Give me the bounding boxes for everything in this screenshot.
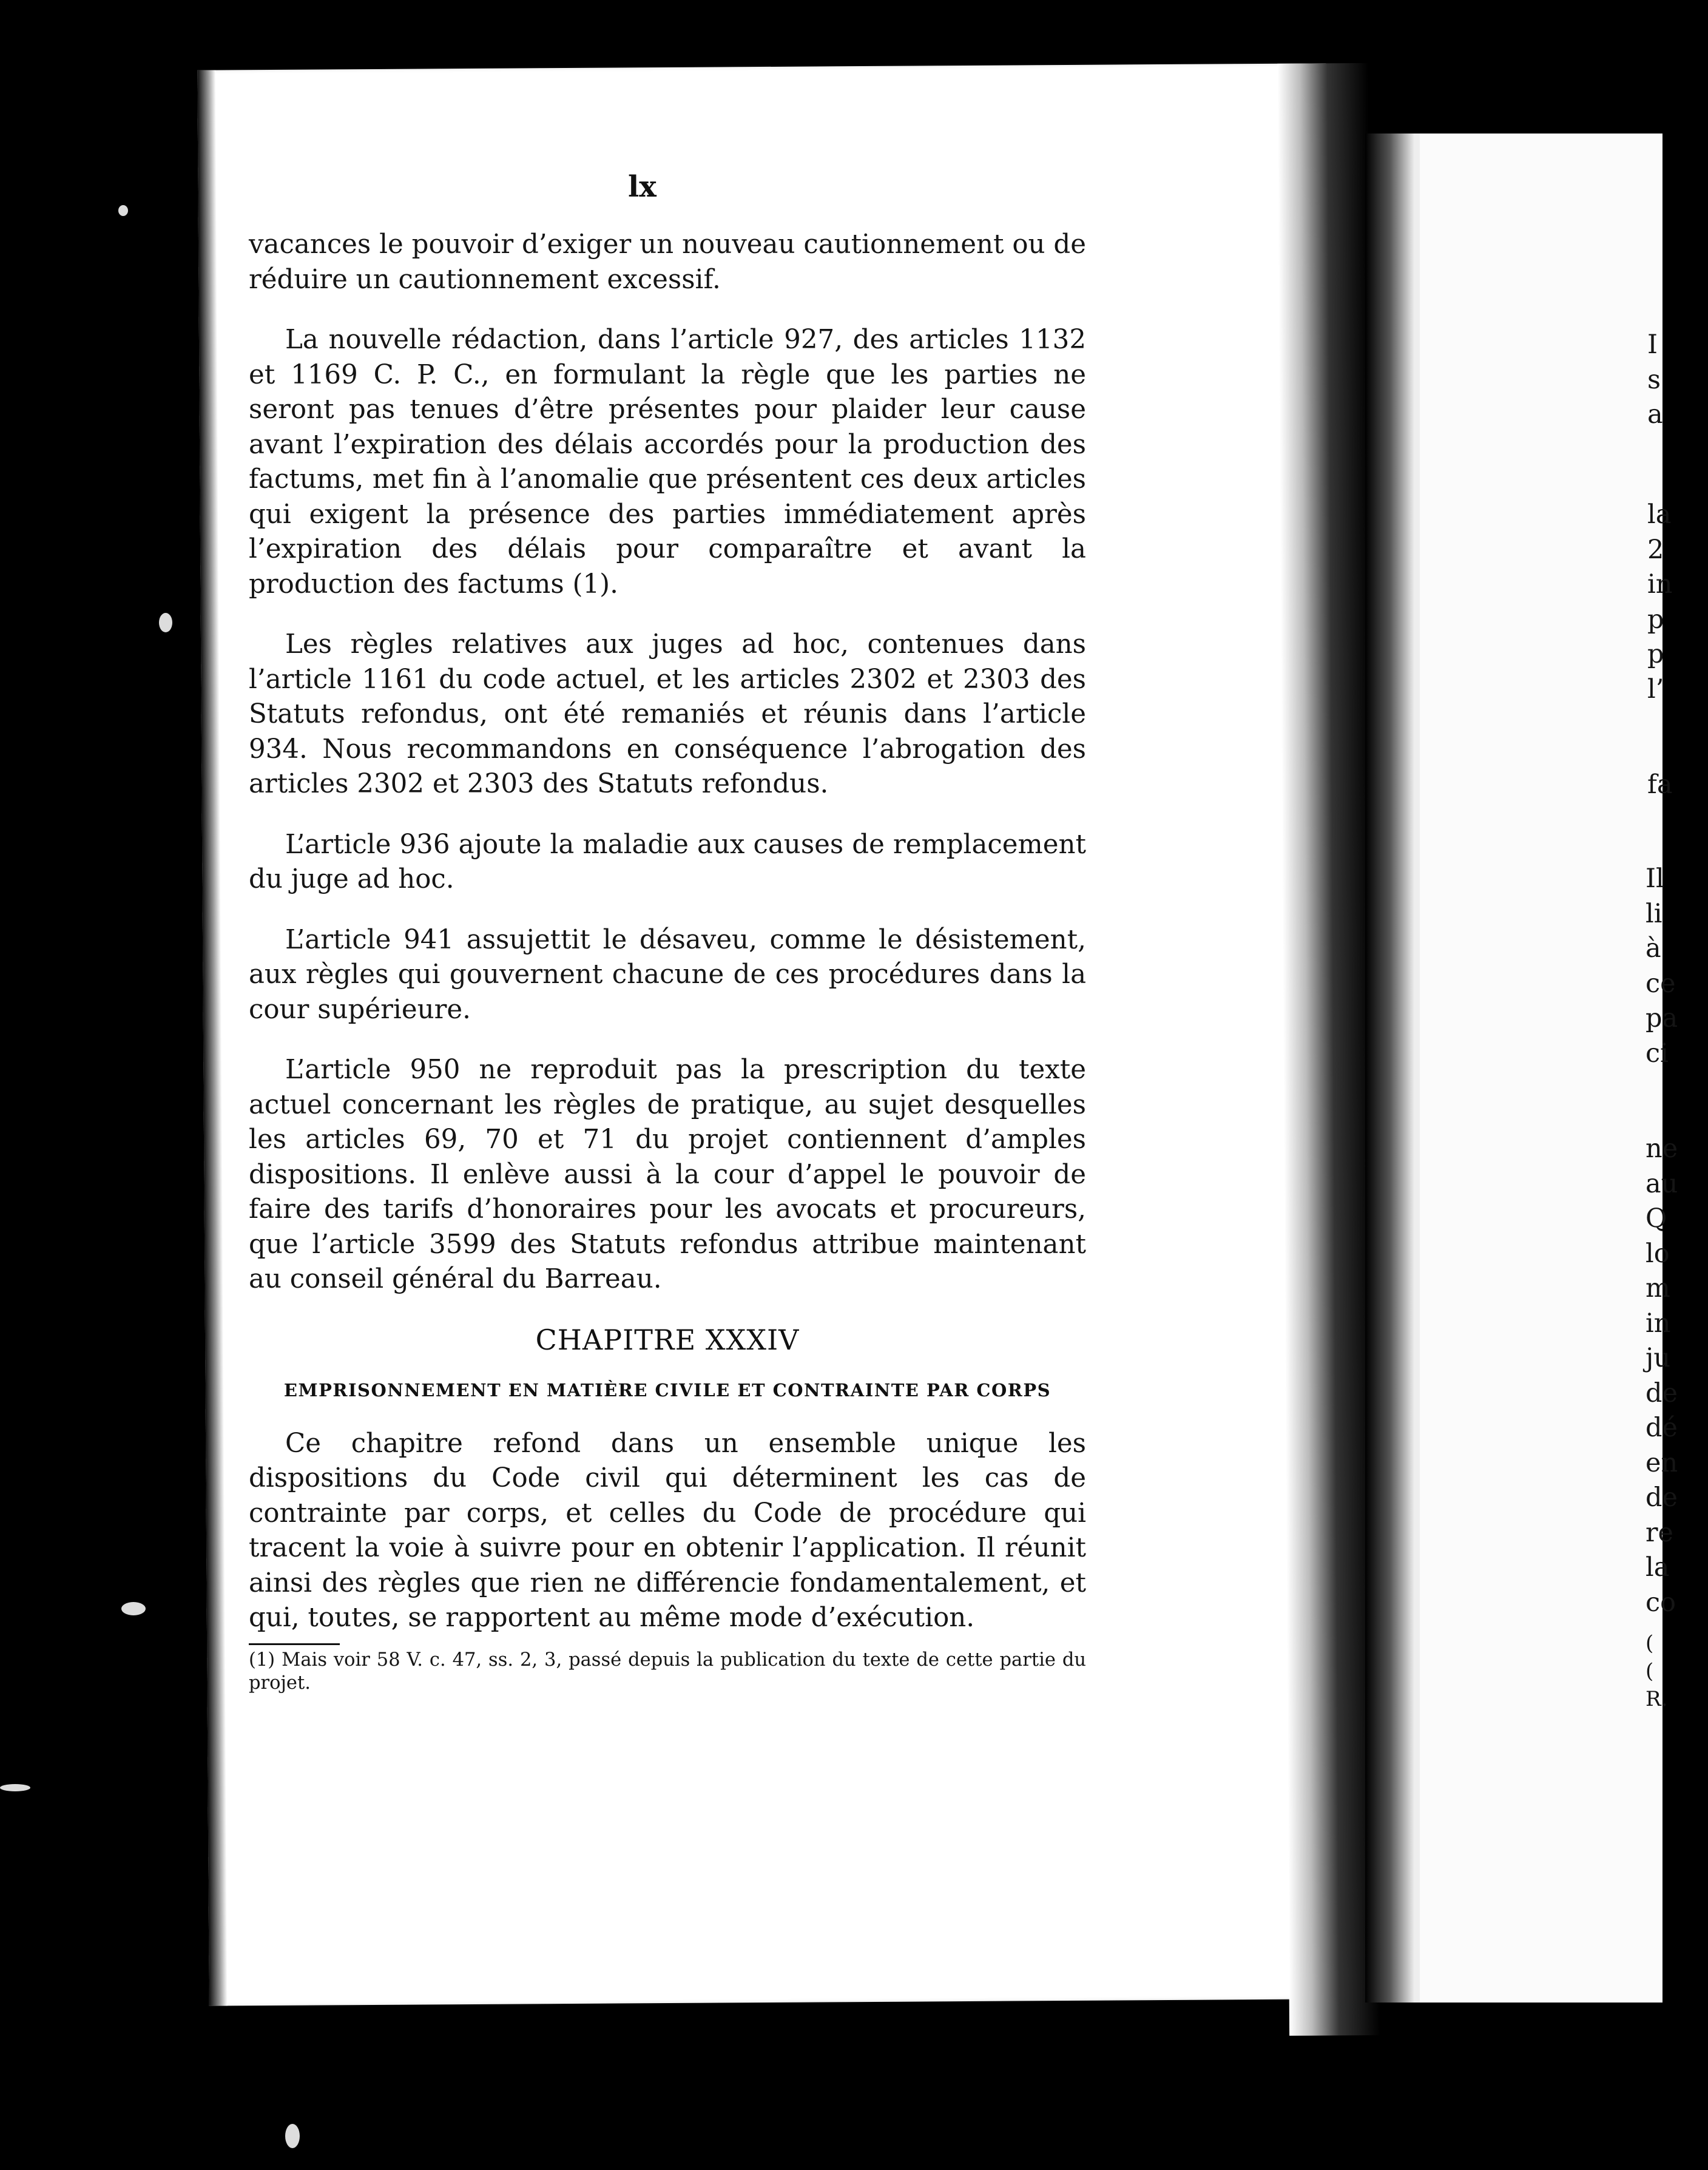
page-number: lx	[628, 170, 657, 204]
paragraph-continuation: vacances le pouvoir d’exiger un nouveau cautionnement ou de réduire un cautionnement excessif.	[249, 229, 1086, 295]
paragraph: L’article 941 assujettit le désaveu, comme le désistement, aux règles qui gouvernent chacune de ces procédures dans la cour supérieure.	[249, 924, 1086, 1025]
fragment-text: ce	[1646, 968, 1676, 999]
right-page-fragment-group	[1647, 328, 1708, 433]
fragment-text: ju	[1646, 1343, 1671, 1373]
fragment-text: a	[1647, 399, 1663, 430]
fragment-text: à	[1646, 933, 1661, 964]
fragment-text: in	[1647, 569, 1673, 600]
paragraph: L’article 950 ne reproduit pas la prescription du texte actuel concernant les règles de pratique, au sujet desquelles les articles 69, 70 et 71 du projet contiennent d’amples dispositions. Il enlève aussi à la cour d’appel le pouvoir de faire des tarifs d’honoraires pour les avocats et procureurs, que l’article 3599 des Statuts refondus attribue maintenant au conseil général du Barreau.	[249, 1055, 1086, 1294]
fragment-text: I	[1647, 330, 1658, 360]
fragment-text: en	[1646, 1447, 1678, 1478]
fragment-text: de	[1646, 1482, 1678, 1513]
fragment-text: s	[1647, 364, 1661, 395]
chapter-paragraph: Ce chapitre refond dans un ensemble unique les dispositions du Code civil qui déterminent les cas de contrainte par corps, et celles du Code de procédure qui tracent la voie à suivre pour en obtenir l’application. Il réunit ainsi des règles que rien ne différencie fondamentalement, et qui, toutes, se rapportent au même mode d’exécution.	[249, 1428, 1086, 1633]
fragment-text: m	[1646, 1273, 1670, 1303]
page-shadow-left	[197, 70, 227, 2006]
right-page-fragment-group	[1646, 1629, 1706, 1713]
fragment-text: la	[1646, 1552, 1670, 1583]
fragment-text: lo	[1646, 1238, 1670, 1269]
fragment-text: ne	[1646, 1134, 1678, 1164]
right-page-binding-shadow	[1365, 134, 1420, 2003]
paragraph: La nouvelle rédaction, dans l’article 927, des articles 1132 et 1169 C. P. C., en formulant la règle que les parties ne seront pas tenues d’être présentes pour plaider leur cause avant l’expiration des délais accordés pour la production des factums, met fin à l’anomalie que présentent ces deux articles qui exigent la présence des parties immédiatement après l’expiration des délais pour comparaître et avant la production des factums (1).	[249, 325, 1086, 600]
fragment-text: (	[1646, 1659, 1654, 1683]
paragraph: Les règles relatives aux juges ad hoc, contenues dans l’article 1161 du code actuel, et les articles 2302 et 2303 des Statuts refondus, ont été remaniés et réunis dans l’article 934. Nous recommandons en conséquence l’abrogation des articles 2302 et 2303 des Statuts refondus.	[249, 629, 1086, 799]
fragment-text: Il	[1646, 864, 1664, 894]
fragment-text: la	[1647, 499, 1672, 530]
fragment-text: in	[1646, 1308, 1671, 1339]
fragment-text: li	[1646, 898, 1662, 929]
fragment-text: au	[1646, 1168, 1678, 1199]
fragment-text: (	[1646, 1631, 1654, 1655]
fragment-text: fa	[1647, 769, 1673, 800]
fragment-text: de	[1646, 1377, 1678, 1408]
footnote-rule	[249, 1643, 340, 1645]
footnote: (1) Mais voir 58 V. c. 47, ss. 2, 3, passé depuis la publication du texte de cette partie du projet.	[249, 1649, 1086, 1694]
chapter-subtitle: EMPRISONNEMENT EN MATIÈRE CIVILE ET CONTRAINTE PAR CORPS	[283, 1380, 1051, 1401]
fragment-text: 2	[1647, 534, 1664, 565]
fragment-text: pa	[1646, 1003, 1678, 1033]
chapter-title: CHAPITRE XXXIV	[535, 1323, 800, 1356]
fragment-text: p	[1647, 604, 1664, 635]
right-page-fragment-group	[1646, 862, 1706, 1071]
fragment-text: p	[1647, 639, 1664, 669]
right-page-fragment-group	[1647, 768, 1708, 803]
fragment-text: l’	[1647, 674, 1664, 705]
paragraph: L’article 936 ajoute la maladie aux causes de remplacement du juge ad hoc.	[249, 829, 1086, 894]
fragment-text: re	[1646, 1517, 1674, 1548]
right-page	[1389, 134, 1662, 2003]
fragment-text: ci	[1646, 1038, 1669, 1069]
fragment-text: dé	[1646, 1413, 1678, 1443]
right-page-fragment-group	[1646, 1132, 1706, 1620]
right-page-fragment-group	[1647, 498, 1708, 707]
page-body	[249, 228, 1086, 1695]
fragment-text: R.	[1646, 1687, 1668, 1711]
fragment-text: Q	[1646, 1203, 1667, 1234]
fragment-text: co	[1646, 1587, 1676, 1618]
